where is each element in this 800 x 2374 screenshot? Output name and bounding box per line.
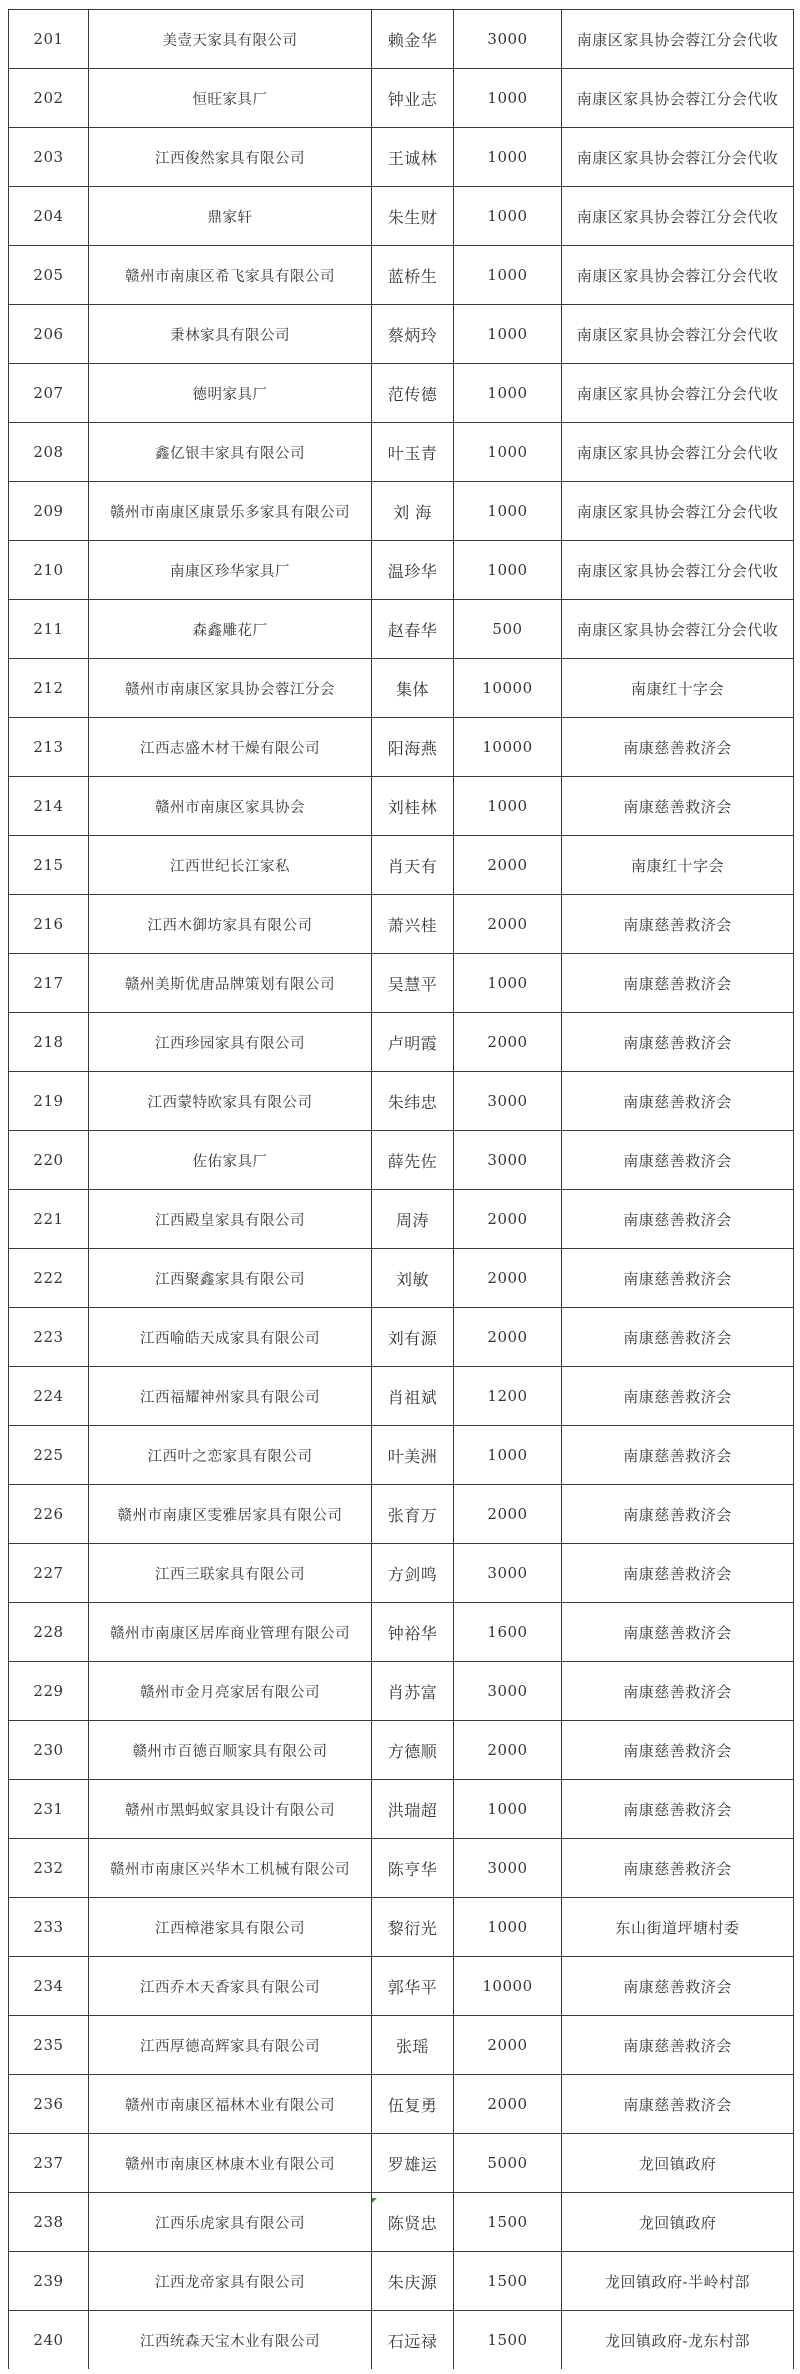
contact-person-cell: 陈贤忠 bbox=[372, 2193, 454, 2252]
row-number-cell: 215 bbox=[9, 836, 89, 895]
recipient-cell: 南康区家具协会蓉江分会代收 bbox=[562, 69, 794, 128]
row-number-cell: 239 bbox=[9, 2252, 89, 2311]
row-number-cell: 232 bbox=[9, 1839, 89, 1898]
recipient-cell: 南康慈善救济会 bbox=[562, 1190, 794, 1249]
organization-cell: 鑫亿银丰家具有限公司 bbox=[89, 423, 372, 482]
table-row bbox=[9, 836, 794, 895]
amount-cell: 1000 bbox=[454, 541, 562, 600]
contact-person-cell: 范传德 bbox=[372, 364, 454, 423]
recipient-cell: 南康慈善救济会 bbox=[562, 895, 794, 954]
recipient-cell: 南康慈善救济会 bbox=[562, 2075, 794, 2134]
row-number-cell: 219 bbox=[9, 1072, 89, 1131]
recipient-cell: 南康慈善救济会 bbox=[562, 1485, 794, 1544]
recipient-cell: 南康区家具协会蓉江分会代收 bbox=[562, 10, 794, 69]
contact-person-cell: 方德顺 bbox=[372, 1721, 454, 1780]
amount-cell: 1000 bbox=[454, 246, 562, 305]
recipient-cell: 南康慈善救济会 bbox=[562, 1072, 794, 1131]
organization-cell: 江西龙帝家具有限公司 bbox=[89, 2252, 372, 2311]
contact-person-cell: 集体 bbox=[372, 659, 454, 718]
recipient-cell: 南康慈善救济会 bbox=[562, 1426, 794, 1485]
recipient-cell: 南康区家具协会蓉江分会代收 bbox=[562, 541, 794, 600]
table-row bbox=[9, 1367, 794, 1426]
table-row bbox=[9, 364, 794, 423]
contact-person-cell: 阳海燕 bbox=[372, 718, 454, 777]
recipient-cell: 南康区家具协会蓉江分会代收 bbox=[562, 246, 794, 305]
row-number-cell: 207 bbox=[9, 364, 89, 423]
contact-person-cell: 钟裕华 bbox=[372, 1603, 454, 1662]
contact-person-cell: 叶玉青 bbox=[372, 423, 454, 482]
recipient-cell: 南康慈善救济会 bbox=[562, 1544, 794, 1603]
row-number-cell: 222 bbox=[9, 1249, 89, 1308]
amount-cell: 1000 bbox=[454, 187, 562, 246]
table-row bbox=[9, 69, 794, 128]
recipient-cell: 南康慈善救济会 bbox=[562, 1013, 794, 1072]
amount-cell: 10000 bbox=[454, 659, 562, 718]
contact-person-cell: 刘桂林 bbox=[372, 777, 454, 836]
table-row bbox=[9, 2016, 794, 2075]
contact-person-cell: 刘 海 bbox=[372, 482, 454, 541]
row-number-cell: 233 bbox=[9, 1898, 89, 1957]
contact-person-cell: 周涛 bbox=[372, 1190, 454, 1249]
row-number-cell: 205 bbox=[9, 246, 89, 305]
table-row bbox=[9, 777, 794, 836]
contact-person-cell: 蓝桥生 bbox=[372, 246, 454, 305]
table-row bbox=[9, 423, 794, 482]
contact-person-cell: 张育万 bbox=[372, 1485, 454, 1544]
organization-cell: 鼎家轩 bbox=[89, 187, 372, 246]
amount-cell: 1000 bbox=[454, 305, 562, 364]
amount-cell: 1500 bbox=[454, 2311, 562, 2370]
row-number-cell: 223 bbox=[9, 1308, 89, 1367]
row-number-cell: 224 bbox=[9, 1367, 89, 1426]
amount-cell: 5000 bbox=[454, 2134, 562, 2193]
recipient-cell: 南康红十字会 bbox=[562, 659, 794, 718]
recipient-cell: 龙回镇政府-半岭村部 bbox=[562, 2252, 794, 2311]
amount-cell: 2000 bbox=[454, 836, 562, 895]
table-row bbox=[9, 2311, 794, 2370]
amount-cell: 2000 bbox=[454, 2075, 562, 2134]
row-number-cell: 211 bbox=[9, 600, 89, 659]
amount-cell: 2000 bbox=[454, 1721, 562, 1780]
row-number-cell: 217 bbox=[9, 954, 89, 1013]
organization-cell: 江西叶之恋家具有限公司 bbox=[89, 1426, 372, 1485]
organization-cell: 恒旺家具厂 bbox=[89, 69, 372, 128]
row-number-cell: 230 bbox=[9, 1721, 89, 1780]
amount-cell: 1000 bbox=[454, 954, 562, 1013]
organization-cell: 美壹天家具有限公司 bbox=[89, 10, 372, 69]
table-row bbox=[9, 1544, 794, 1603]
organization-cell: 江西樟港家具有限公司 bbox=[89, 1898, 372, 1957]
row-number-cell: 206 bbox=[9, 305, 89, 364]
contact-person-cell: 张瑶 bbox=[372, 2016, 454, 2075]
row-number-cell: 214 bbox=[9, 777, 89, 836]
table-row bbox=[9, 1957, 794, 2016]
amount-cell: 3000 bbox=[454, 1072, 562, 1131]
recipient-cell: 龙回镇政府 bbox=[562, 2134, 794, 2193]
organization-cell: 江西蒙特欧家具有限公司 bbox=[89, 1072, 372, 1131]
amount-cell: 3000 bbox=[454, 1662, 562, 1721]
table-row bbox=[9, 1190, 794, 1249]
organization-cell: 赣州市南康区希飞家具有限公司 bbox=[89, 246, 372, 305]
table-row bbox=[9, 128, 794, 187]
table-row bbox=[9, 1308, 794, 1367]
donation-table-container bbox=[8, 9, 792, 2369]
row-number-cell: 208 bbox=[9, 423, 89, 482]
table-row bbox=[9, 895, 794, 954]
amount-cell: 2000 bbox=[454, 895, 562, 954]
organization-cell: 赣州市南康区兴华木工机械有限公司 bbox=[89, 1839, 372, 1898]
table-row bbox=[9, 954, 794, 1013]
recipient-cell: 南康慈善救济会 bbox=[562, 1367, 794, 1426]
table-row bbox=[9, 482, 794, 541]
row-number-cell: 202 bbox=[9, 69, 89, 128]
contact-person-cell: 钟业志 bbox=[372, 69, 454, 128]
amount-cell: 3000 bbox=[454, 1131, 562, 1190]
contact-person-cell: 王诚林 bbox=[372, 128, 454, 187]
amount-cell: 2000 bbox=[454, 1485, 562, 1544]
amount-cell: 3000 bbox=[454, 1544, 562, 1603]
amount-cell: 3000 bbox=[454, 1839, 562, 1898]
table-row bbox=[9, 1485, 794, 1544]
recipient-cell: 南康慈善救济会 bbox=[562, 777, 794, 836]
amount-cell: 1000 bbox=[454, 482, 562, 541]
contact-person-cell: 刘敏 bbox=[372, 1249, 454, 1308]
organization-cell: 赣州市南康区康景乐多家具有限公司 bbox=[89, 482, 372, 541]
organization-cell: 江西世纪长江家私 bbox=[89, 836, 372, 895]
table-row bbox=[9, 600, 794, 659]
amount-cell: 3000 bbox=[454, 10, 562, 69]
amount-cell: 1000 bbox=[454, 423, 562, 482]
amount-cell: 1000 bbox=[454, 364, 562, 423]
recipient-cell: 南康区家具协会蓉江分会代收 bbox=[562, 364, 794, 423]
table-row bbox=[9, 1780, 794, 1839]
amount-cell: 1000 bbox=[454, 1426, 562, 1485]
recipient-cell: 南康红十字会 bbox=[562, 836, 794, 895]
contact-person-cell: 赖金华 bbox=[372, 10, 454, 69]
table-row bbox=[9, 541, 794, 600]
row-number-cell: 218 bbox=[9, 1013, 89, 1072]
table-row bbox=[9, 1898, 794, 1957]
table-row bbox=[9, 1721, 794, 1780]
table-row bbox=[9, 1426, 794, 1485]
table-row bbox=[9, 2134, 794, 2193]
contact-person-cell: 赵春华 bbox=[372, 600, 454, 659]
organization-cell: 赣州市南康区家具协会蓉江分会 bbox=[89, 659, 372, 718]
recipient-cell: 南康区家具协会蓉江分会代收 bbox=[562, 187, 794, 246]
organization-cell: 赣州市百德百顺家具有限公司 bbox=[89, 1721, 372, 1780]
table-row bbox=[9, 246, 794, 305]
table-row bbox=[9, 718, 794, 777]
recipient-cell: 南康慈善救济会 bbox=[562, 1721, 794, 1780]
recipient-cell: 南康慈善救济会 bbox=[562, 1662, 794, 1721]
row-number-cell: 209 bbox=[9, 482, 89, 541]
table-row bbox=[9, 1249, 794, 1308]
organization-cell: 江西殿皇家具有限公司 bbox=[89, 1190, 372, 1249]
amount-cell: 1000 bbox=[454, 1780, 562, 1839]
amount-cell: 1500 bbox=[454, 2252, 562, 2311]
row-number-cell: 234 bbox=[9, 1957, 89, 2016]
organization-cell: 江西志盛木材干燥有限公司 bbox=[89, 718, 372, 777]
cell-comment-marker bbox=[372, 2198, 377, 2203]
organization-cell: 江西聚鑫家具有限公司 bbox=[89, 1249, 372, 1308]
recipient-cell: 龙回镇政府 bbox=[562, 2193, 794, 2252]
organization-cell: 赣州市南康区居库商业管理有限公司 bbox=[89, 1603, 372, 1662]
organization-cell: 赣州市金月亮家居有限公司 bbox=[89, 1662, 372, 1721]
contact-person-cell: 伍复勇 bbox=[372, 2075, 454, 2134]
table-row bbox=[9, 10, 794, 69]
table-row bbox=[9, 1839, 794, 1898]
organization-cell: 江西统森天宝木业有限公司 bbox=[89, 2311, 372, 2370]
organization-cell: 赣州美斯优唐品牌策划有限公司 bbox=[89, 954, 372, 1013]
table-row bbox=[9, 305, 794, 364]
table-row bbox=[9, 2252, 794, 2311]
row-number-cell: 240 bbox=[9, 2311, 89, 2370]
amount-cell: 500 bbox=[454, 600, 562, 659]
table-row bbox=[9, 1072, 794, 1131]
contact-person-cell: 吴慧平 bbox=[372, 954, 454, 1013]
contact-person-cell: 朱生财 bbox=[372, 187, 454, 246]
contact-person-cell: 郭华平 bbox=[372, 1957, 454, 2016]
row-number-cell: 216 bbox=[9, 895, 89, 954]
contact-person-cell: 肖天有 bbox=[372, 836, 454, 895]
recipient-cell: 龙回镇政府-龙东村部 bbox=[562, 2311, 794, 2370]
organization-cell: 赣州市南康区家具协会 bbox=[89, 777, 372, 836]
amount-cell: 1500 bbox=[454, 2193, 562, 2252]
contact-person-cell: 朱庆源 bbox=[372, 2252, 454, 2311]
amount-cell: 2000 bbox=[454, 1249, 562, 1308]
row-number-cell: 227 bbox=[9, 1544, 89, 1603]
table-body bbox=[9, 10, 794, 2370]
table-row bbox=[9, 2193, 794, 2252]
row-number-cell: 231 bbox=[9, 1780, 89, 1839]
row-number-cell: 220 bbox=[9, 1131, 89, 1190]
organization-cell: 江西厚德高辉家具有限公司 bbox=[89, 2016, 372, 2075]
recipient-cell: 南康区家具协会蓉江分会代收 bbox=[562, 600, 794, 659]
row-number-cell: 228 bbox=[9, 1603, 89, 1662]
row-number-cell: 229 bbox=[9, 1662, 89, 1721]
amount-cell: 2000 bbox=[454, 1013, 562, 1072]
contact-person-cell: 罗雄运 bbox=[372, 2134, 454, 2193]
contact-person-cell: 肖祖斌 bbox=[372, 1367, 454, 1426]
organization-cell: 赣州市南康区林康木业有限公司 bbox=[89, 2134, 372, 2193]
amount-cell: 10000 bbox=[454, 718, 562, 777]
table-row bbox=[9, 2075, 794, 2134]
organization-cell: 佐佑家具厂 bbox=[89, 1131, 372, 1190]
recipient-cell: 南康慈善救济会 bbox=[562, 1839, 794, 1898]
recipient-cell: 南康区家具协会蓉江分会代收 bbox=[562, 305, 794, 364]
table-row bbox=[9, 659, 794, 718]
organization-cell: 南康区珍华家具厂 bbox=[89, 541, 372, 600]
donation-table bbox=[8, 9, 794, 2369]
organization-cell: 江西三联家具有限公司 bbox=[89, 1544, 372, 1603]
recipient-cell: 南康慈善救济会 bbox=[562, 1780, 794, 1839]
amount-cell: 1600 bbox=[454, 1603, 562, 1662]
table-row bbox=[9, 187, 794, 246]
contact-person-cell: 温珍华 bbox=[372, 541, 454, 600]
organization-cell: 江西乐虎家具有限公司 bbox=[89, 2193, 372, 2252]
recipient-cell: 南康慈善救济会 bbox=[562, 1249, 794, 1308]
organization-cell: 江西俊然家具有限公司 bbox=[89, 128, 372, 187]
contact-person-cell: 刘有源 bbox=[372, 1308, 454, 1367]
recipient-cell: 南康慈善救济会 bbox=[562, 2016, 794, 2075]
contact-person-cell: 陈亨华 bbox=[372, 1839, 454, 1898]
row-number-cell: 236 bbox=[9, 2075, 89, 2134]
recipient-cell: 东山街道坪塘村委 bbox=[562, 1898, 794, 1957]
table-row bbox=[9, 1013, 794, 1072]
amount-cell: 1000 bbox=[454, 69, 562, 128]
recipient-cell: 南康慈善救济会 bbox=[562, 1957, 794, 2016]
row-number-cell: 210 bbox=[9, 541, 89, 600]
contact-person-cell: 叶美洲 bbox=[372, 1426, 454, 1485]
organization-cell: 江西乔木天香家具有限公司 bbox=[89, 1957, 372, 2016]
contact-person-cell: 方剑鸣 bbox=[372, 1544, 454, 1603]
contact-person-cell: 朱纬忠 bbox=[372, 1072, 454, 1131]
contact-person-cell: 薛先佐 bbox=[372, 1131, 454, 1190]
organization-cell: 森鑫雕花厂 bbox=[89, 600, 372, 659]
amount-cell: 1000 bbox=[454, 128, 562, 187]
amount-cell: 10000 bbox=[454, 1957, 562, 2016]
recipient-cell: 南康慈善救济会 bbox=[562, 954, 794, 1013]
row-number-cell: 237 bbox=[9, 2134, 89, 2193]
contact-person-cell: 黎衍光 bbox=[372, 1898, 454, 1957]
table-row bbox=[9, 1131, 794, 1190]
row-number-cell: 235 bbox=[9, 2016, 89, 2075]
contact-person-cell: 肖苏富 bbox=[372, 1662, 454, 1721]
recipient-cell: 南康慈善救济会 bbox=[562, 1308, 794, 1367]
table-row bbox=[9, 1603, 794, 1662]
amount-cell: 2000 bbox=[454, 1190, 562, 1249]
organization-cell: 江西木御坊家具有限公司 bbox=[89, 895, 372, 954]
contact-person-cell: 卢明霞 bbox=[372, 1013, 454, 1072]
row-number-cell: 238 bbox=[9, 2193, 89, 2252]
contact-person-cell: 蔡炳玲 bbox=[372, 305, 454, 364]
organization-cell: 赣州市黑蚂蚁家具设计有限公司 bbox=[89, 1780, 372, 1839]
row-number-cell: 201 bbox=[9, 10, 89, 69]
recipient-cell: 南康慈善救济会 bbox=[562, 718, 794, 777]
amount-cell: 1200 bbox=[454, 1367, 562, 1426]
row-number-cell: 212 bbox=[9, 659, 89, 718]
organization-cell: 秉林家具有限公司 bbox=[89, 305, 372, 364]
organization-cell: 江西喻皓天成家具有限公司 bbox=[89, 1308, 372, 1367]
row-number-cell: 225 bbox=[9, 1426, 89, 1485]
contact-person-cell: 萧兴桂 bbox=[372, 895, 454, 954]
organization-cell: 江西珍园家具有限公司 bbox=[89, 1013, 372, 1072]
row-number-cell: 203 bbox=[9, 128, 89, 187]
row-number-cell: 204 bbox=[9, 187, 89, 246]
recipient-cell: 南康慈善救济会 bbox=[562, 1603, 794, 1662]
organization-cell: 江西福耀神州家具有限公司 bbox=[89, 1367, 372, 1426]
recipient-cell: 南康区家具协会蓉江分会代收 bbox=[562, 423, 794, 482]
row-number-cell: 221 bbox=[9, 1190, 89, 1249]
amount-cell: 2000 bbox=[454, 1308, 562, 1367]
amount-cell: 2000 bbox=[454, 2016, 562, 2075]
row-number-cell: 226 bbox=[9, 1485, 89, 1544]
table-row bbox=[9, 1662, 794, 1721]
contact-person-cell: 洪瑞超 bbox=[372, 1780, 454, 1839]
organization-cell: 赣州市南康区雯雅居家具有限公司 bbox=[89, 1485, 372, 1544]
amount-cell: 1000 bbox=[454, 1898, 562, 1957]
recipient-cell: 南康区家具协会蓉江分会代收 bbox=[562, 128, 794, 187]
amount-cell: 1000 bbox=[454, 777, 562, 836]
organization-cell: 赣州市南康区福林木业有限公司 bbox=[89, 2075, 372, 2134]
organization-cell: 德明家具厂 bbox=[89, 364, 372, 423]
recipient-cell: 南康区家具协会蓉江分会代收 bbox=[562, 482, 794, 541]
contact-person-cell: 石远禄 bbox=[372, 2311, 454, 2370]
recipient-cell: 南康慈善救济会 bbox=[562, 1131, 794, 1190]
row-number-cell: 213 bbox=[9, 718, 89, 777]
